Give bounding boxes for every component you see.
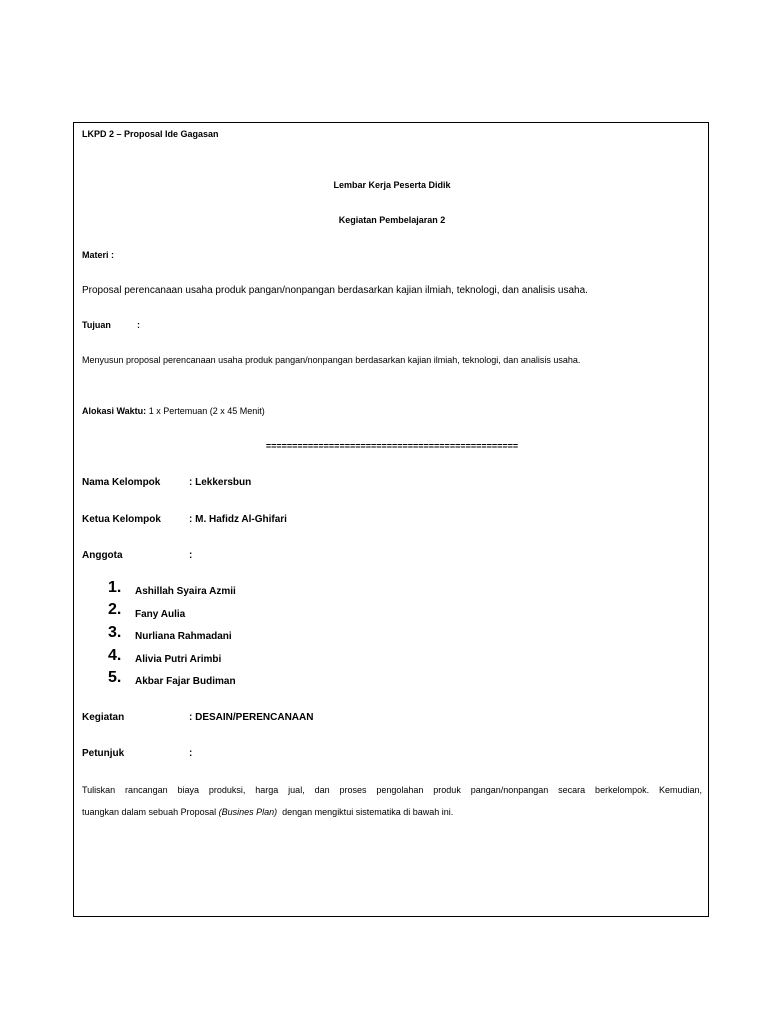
nama-kelompok-label: Nama Kelompok xyxy=(82,477,161,488)
document-frame xyxy=(73,122,709,917)
petunjuk-text-line1: Tuliskan rancangan biaya produksi, harga jual, dan proses pengolahan produk pangan/nonpangan secara berkelompok. Kemudian, xyxy=(82,785,702,795)
anggota-colon: : xyxy=(189,550,193,561)
petunjuk-text-line2 xyxy=(82,807,453,817)
member-name: Fany Aulia xyxy=(135,609,186,620)
petunjuk-line2-end: dengan mengiktui sistematika di bawah ini. xyxy=(277,807,454,817)
ketua-kelompok-label: Ketua Kelompok xyxy=(82,514,161,525)
document-header: LKPD 2 – Proposal Ide Gagasan xyxy=(82,129,219,139)
tujuan-colon: : xyxy=(137,320,140,330)
ketua-kelompok-value: : M. Hafidz Al-Ghifari xyxy=(189,514,287,525)
tujuan-label: Tujuan xyxy=(82,320,111,330)
alokasi-waktu xyxy=(82,406,265,416)
kegiatan-label: Kegiatan xyxy=(82,712,125,723)
list-number: 5. xyxy=(108,669,122,686)
tujuan-text: Menyusun proposal perencanaan usaha produk pangan/nonpangan berdasarkan kajian ilmiah, teknologi, dan analisis usaha. xyxy=(82,355,581,365)
document-subtitle: Kegiatan Pembelajaran 2 xyxy=(338,215,446,225)
list-number: 2. xyxy=(108,601,122,618)
petunjuk-line2-start: tuangkan dalam sebuah Proposal xyxy=(82,807,219,817)
alokasi-label: Alokasi Waktu: xyxy=(82,406,147,416)
list-number: 4. xyxy=(108,647,122,664)
separator-line: ================================================ xyxy=(265,441,519,451)
kegiatan-value: : DESAIN/PERENCANAAN xyxy=(189,712,314,723)
materi-text: Proposal perencanaan usaha produk pangan/nonpangan berdasarkan kajian ilmiah, teknologi, dan analisis usaha. xyxy=(82,285,588,296)
member-name: Akbar Fajar Budiman xyxy=(135,676,236,687)
business-plan-italic: (Busines Plan) xyxy=(218,807,278,817)
member-name: Ashillah Syaira Azmii xyxy=(135,586,236,597)
list-number: 3. xyxy=(108,624,122,641)
member-name: Nurliana Rahmadani xyxy=(135,631,232,642)
nama-kelompok-value: : Lekkersbun xyxy=(189,477,252,488)
list-number: 1. xyxy=(108,579,122,596)
alokasi-value: 1 x Pertemuan (2 x 45 Menit) xyxy=(148,406,265,416)
anggota-label: Anggota xyxy=(82,550,123,561)
member-name: Alivia Putri Arimbi xyxy=(135,654,222,665)
document-title: Lembar Kerja Peserta Didik xyxy=(333,180,451,190)
petunjuk-label: Petunjuk xyxy=(82,748,125,759)
petunjuk-colon: : xyxy=(189,748,193,759)
materi-label: Materi : xyxy=(82,250,115,260)
